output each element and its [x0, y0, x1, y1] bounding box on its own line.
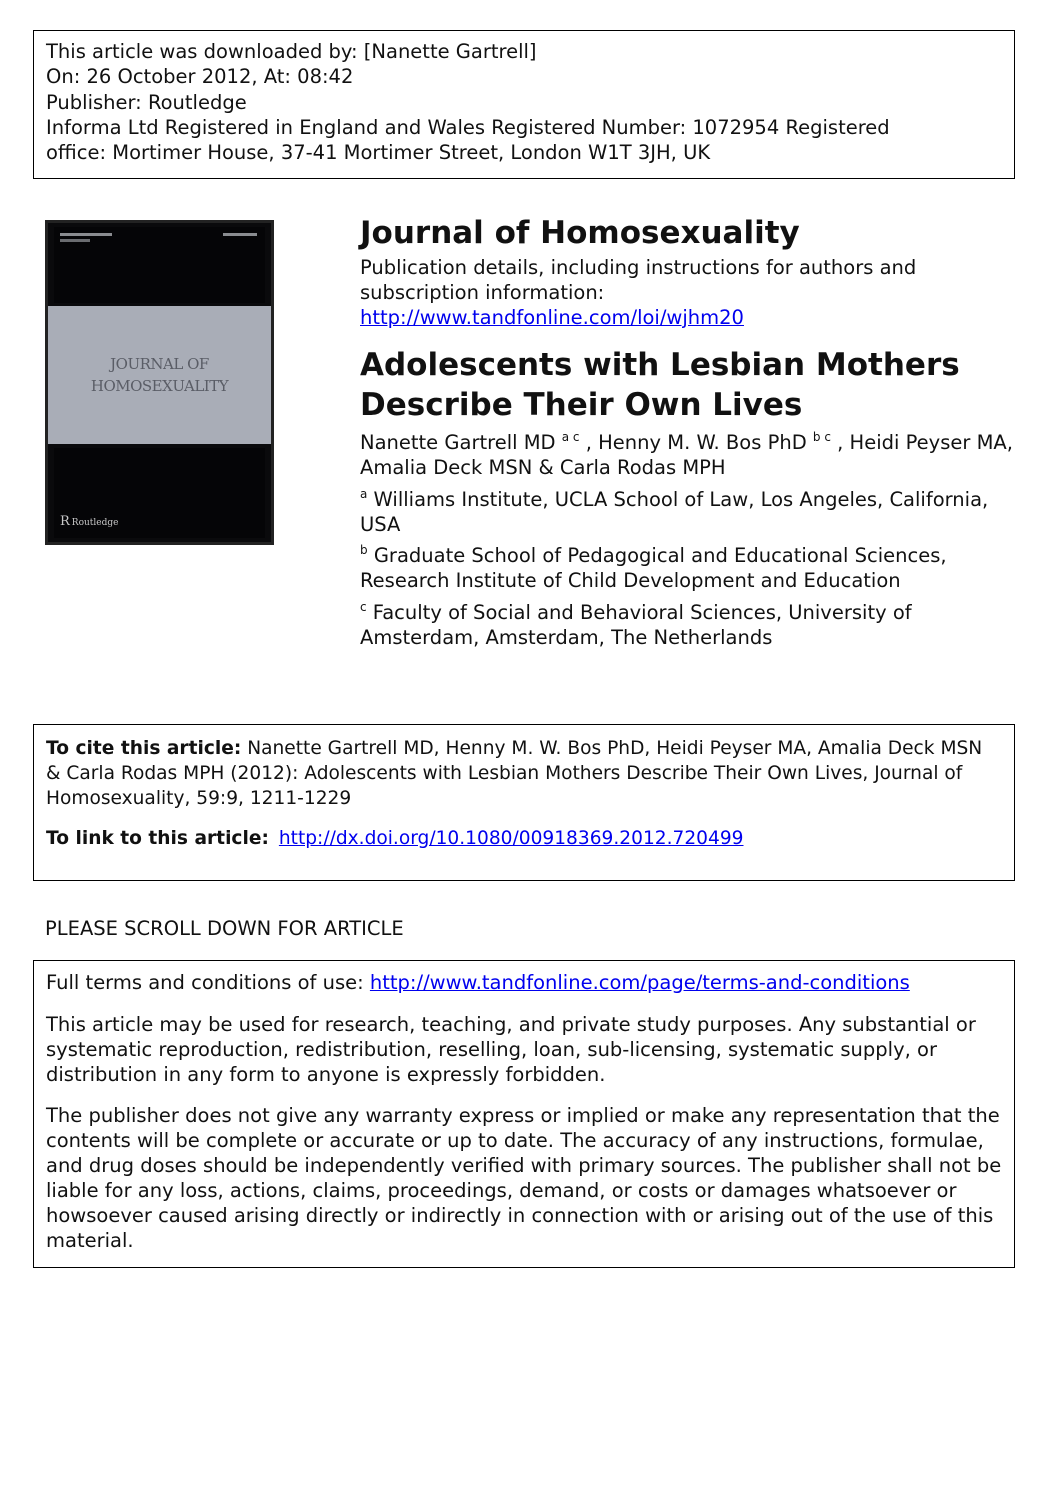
terms-paragraph-usage: This article may be used for research, teaching, and private study purposes. Any substantial or systematic reproduction, redistribution, reselling, loan, sub-licensing, systematic supply, or distribution in any form to anyone is expressly forbidden.: [46, 1012, 976, 1086]
link-paragraph: [46, 826, 1002, 851]
author-list: [360, 430, 1020, 480]
publication-details-text: Publication details, including instructions for authors and subscription information:: [360, 256, 917, 304]
link-label: To link to this article:: [46, 828, 269, 849]
cover-title-line-1: JOURNAL OF: [110, 355, 209, 373]
affiliation-a-mark: a: [360, 487, 368, 501]
cover-title-band: [48, 306, 271, 444]
terms-paragraph-disclaimer: The publisher does not give any warranty express or implied or make any representation that the contents will be complete or accurate or up to date. The accuracy of any instructions, formulae, and drug doses should be independently verified with primary sources. The publisher shall not be liable for any loss, actions, claims, proceedings, demand, or costs or damages whatsoever or howsoever caused arising directly or indirectly in connection with or arising out of the use of this material.: [46, 1104, 1002, 1252]
routledge-r-icon: R: [60, 514, 70, 529]
download-date: On: 26 October 2012, At: 08:42: [46, 65, 354, 89]
registration-info: Informa Ltd Registered in England and Wales Registered Number: 1072954 Registered: [46, 115, 890, 139]
author-1-affil-marks: a c: [561, 430, 580, 444]
terms-link[interactable]: http://www.tandfonline.com/page/terms-and-conditions: [369, 971, 910, 994]
citation-box: [33, 724, 1015, 881]
affiliation-c-text: Faculty of Social and Behavioral Sciences, University of Amsterdam, Amsterdam, The Netherlands: [360, 601, 912, 649]
download-info-box: [33, 30, 1015, 179]
doi-link[interactable]: http://dx.doi.org/10.1080/00918369.2012.720499: [278, 828, 744, 849]
cover-meta-left: [60, 233, 112, 236]
cover-meta-left-2: [60, 239, 90, 242]
routledge-logo: R Routledge: [60, 514, 119, 529]
scroll-down-notice: PLEASE SCROLL DOWN FOR ARTICLE: [45, 917, 404, 940]
cover-title: [48, 353, 271, 397]
publication-details: [360, 255, 980, 330]
author-2: , Henny M. W. Bos PhD: [579, 431, 813, 454]
terms-label: Full terms and conditions of use:: [46, 971, 370, 994]
cover-meta-right: [223, 233, 257, 236]
cover-bottom-band: [54, 448, 265, 538]
cite-text: Nanette Gartrell MD, Henny M. W. Bos PhD, Heidi Peyser MA, Amalia Deck MSN & Carla Rodas MPH (2012): Adolescents with Lesbian Mothers Describe Their Own Lives, Journal of Homosexuality, 59:9, 1211-1229: [46, 738, 983, 809]
cite-label: To cite this article:: [46, 738, 242, 759]
terms-box: [33, 960, 1015, 1268]
author-1: Nanette Gartrell MD: [360, 431, 562, 454]
terms-line: [46, 970, 1002, 995]
cover-top-band: [54, 227, 265, 303]
journal-cover-image: [45, 220, 274, 545]
affiliation-b: [360, 543, 1010, 593]
download-by: This article was downloaded by: [Nanette Gartrell]: [46, 40, 537, 63]
publisher: Publisher: Routledge: [46, 90, 247, 114]
cover-title-line-2: HOMOSEXUALITY: [90, 377, 229, 395]
article-title: Adolescents with Lesbian Mothers Describe Their Own Lives: [360, 347, 960, 423]
affiliation-b-text: Graduate School of Pedagogical and Educational Sciences, Research Institute of Child Development and Education: [360, 544, 947, 592]
cite-paragraph: [46, 736, 1002, 811]
office-address: office: Mortimer House, 37-41 Mortimer Street, London W1T 3JH, UK: [46, 141, 711, 165]
journal-title: Journal of Homosexuality: [360, 215, 800, 251]
affiliation-c-mark: c: [360, 600, 367, 614]
author-2-affil-marks: b c: [812, 430, 831, 444]
affiliation-a-text: Williams Institute, UCLA School of Law, Los Angeles, California, USA: [360, 488, 989, 536]
affiliation-a: [360, 487, 1010, 537]
affiliation-b-mark: b: [360, 543, 368, 557]
affiliation-c: [360, 600, 1010, 650]
journal-url-link[interactable]: http://www.tandfonline.com/loi/wjhm20: [360, 306, 744, 329]
authors-rest: , Heidi Peyser MA, Amalia Deck MSN & Carla Rodas MPH: [360, 431, 1013, 479]
